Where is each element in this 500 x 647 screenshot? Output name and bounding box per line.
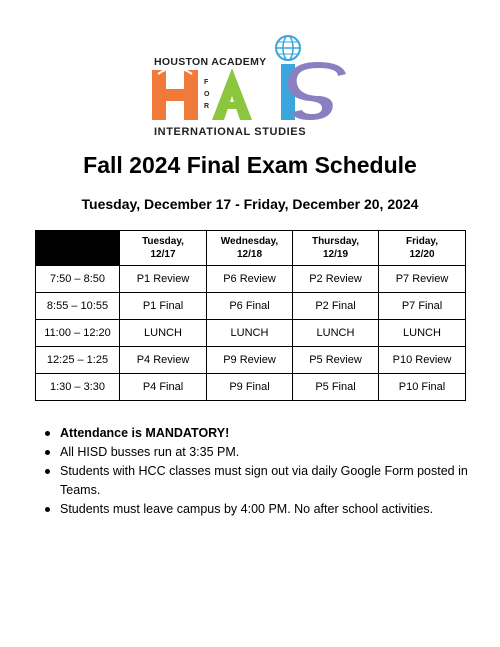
column-header: Friday, 12/20 [379, 231, 466, 266]
table-cell: P4 Final [120, 374, 207, 401]
table-cell: P1 Final [120, 293, 207, 320]
table-cell: P2 Final [293, 293, 379, 320]
globe-icon [276, 36, 300, 60]
column-header: Wednesday, 12/18 [207, 231, 293, 266]
table-row [36, 374, 466, 401]
table-row [36, 266, 466, 293]
logo-subtitle: INTERNATIONAL STUDIES [154, 126, 307, 138]
table-cell: P10 Review [379, 347, 466, 374]
date-range: Tuesday, December 17 - Friday, December 20, 2024 [81, 196, 419, 212]
table-cell: P5 Review [293, 347, 379, 374]
time-cell: 8:55 – 10:55 [36, 293, 120, 320]
page-title: Fall 2024 Final Exam Schedule [83, 152, 417, 178]
time-cell: 1:30 – 3:30 [36, 374, 120, 401]
table-cell: P5 Final [293, 374, 379, 401]
header-corner [36, 231, 120, 266]
logo-school-name: HOUSTON ACADEMY [154, 56, 267, 68]
table-cell: LUNCH [120, 320, 207, 347]
table-cell: P1 Review [120, 266, 207, 293]
table-row [36, 320, 466, 347]
list-item: Students must leave campus by 4:00 PM. No after school activities. [42, 500, 482, 519]
bullet-icon [45, 431, 50, 436]
table-cell: P7 Final [379, 293, 466, 320]
bullet-icon [45, 507, 50, 512]
table-cell: P10 Final [379, 374, 466, 401]
school-logo [150, 34, 350, 142]
table-cell: LUNCH [207, 320, 293, 347]
table-cell: P7 Review [379, 266, 466, 293]
notes-list [42, 424, 482, 519]
table-cell: P2 Review [293, 266, 379, 293]
list-item: Attendance is MANDATORY! [42, 424, 482, 443]
table-cell: P9 Final [207, 374, 293, 401]
list-item: Students with HCC classes must sign out via daily Google Form posted in Teams. [42, 462, 482, 500]
time-cell: 11:00 – 12:20 [36, 320, 120, 347]
table-header-row [36, 231, 466, 266]
list-item: All HISD busses run at 3:35 PM. [42, 443, 482, 462]
table-row [36, 347, 466, 374]
svg-text:O: O [204, 91, 210, 98]
table-cell: P4 Review [120, 347, 207, 374]
table-cell: LUNCH [293, 320, 379, 347]
bullet-icon [45, 469, 50, 474]
svg-text:R: R [204, 103, 210, 110]
table-cell: LUNCH [379, 320, 466, 347]
table-cell: P9 Review [207, 347, 293, 374]
svg-text:F: F [204, 79, 209, 86]
column-header: Thursday, 12/19 [293, 231, 379, 266]
time-cell: 12:25 – 1:25 [36, 347, 120, 374]
table-cell: P6 Review [207, 266, 293, 293]
table-row [36, 293, 466, 320]
bullet-icon [45, 450, 50, 455]
column-header: Tuesday, 12/17 [120, 231, 207, 266]
time-cell: 7:50 – 8:50 [36, 266, 120, 293]
exam-schedule-table [35, 230, 466, 401]
table-cell: P6 Final [207, 293, 293, 320]
